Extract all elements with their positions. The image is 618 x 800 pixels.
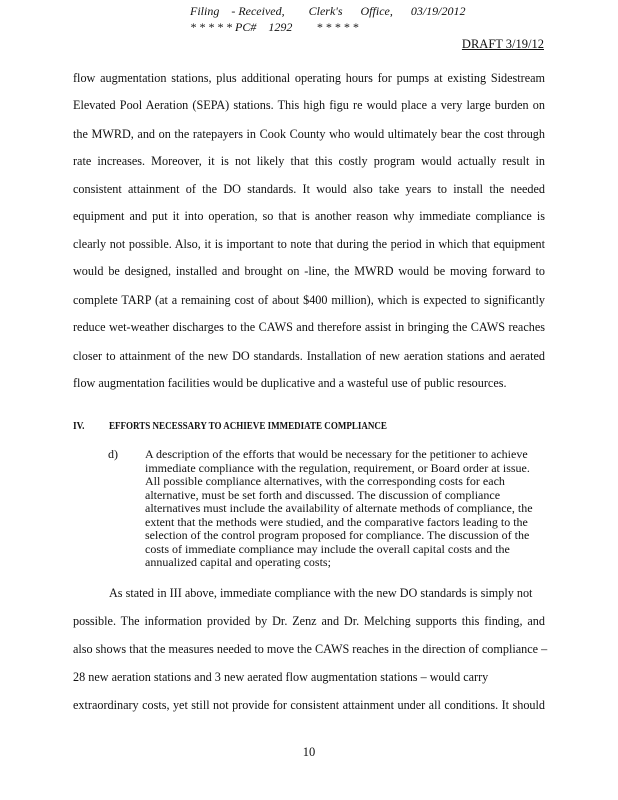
text-line: reduce wet-weather discharges to the CAWS and therefore assist in bringing the CAWS reaches bbox=[73, 320, 545, 334]
text-line: flow augmentation stations, plus additional operating hours for pumps at existing Sidestream bbox=[73, 71, 545, 85]
section-number: IV. bbox=[73, 420, 85, 432]
text-line: clearly not possible. Also, it is important to note that during the period in which that equipment bbox=[73, 237, 545, 251]
text-line: flow augmentation facilities would be duplicative and a wasteful use of public resources. bbox=[73, 376, 507, 390]
text-line: consistent attainment of the DO standards. It would also take years to install the needed bbox=[73, 182, 545, 196]
text-line: possible. The information provided by Dr. Zenz and Dr. Melching supports this finding, and bbox=[73, 614, 545, 628]
text-line: As stated in III above, immediate compliance with the new DO standards is simply not bbox=[109, 586, 533, 600]
text-line: complete TARP (at a remaining cost of about $400 million), which is expected to significantly bbox=[73, 293, 545, 307]
text-line: the MWRD, and on the ratepayers in Cook County who would ultimately bear the cost through bbox=[73, 127, 545, 141]
text-line: 28 new aeration stations and 3 new aerated flow augmentation stations – would carry bbox=[73, 670, 489, 684]
text-line: also shows that the measures needed to move the CAWS reaches in the direction of compliance – bbox=[73, 642, 548, 656]
text-line: closer to attainment of the new DO standards. Installation of new aeration stations and aerated bbox=[73, 349, 545, 363]
section-heading: EFFORTS NECESSARY TO ACHIEVE IMMEDIATE COMPLIANCE bbox=[109, 420, 387, 432]
pc-number-line: * * * * * PC# 1292 * * * * * bbox=[190, 20, 359, 34]
draft-label: DRAFT 3/19/12 bbox=[461, 37, 544, 51]
text-line: Elevated Pool Aeration (SEPA) stations. This high figu re would place a very large burden on bbox=[73, 98, 545, 112]
page-number: 10 bbox=[302, 745, 316, 759]
text-line: rate increases. Moreover, it is not likely that this costly program would actually result in bbox=[73, 154, 545, 168]
regulation-quote: A description of the efforts that would be necessary for the petitioner to achieve immediate compliance with the regulation, requirement, or Board order at issue. All possible compliance alternatives, with the corresponding costs for each alternative, must be set forth and discussed. The discussion of compliance alternatives must include the availability of alternate methods of compliance, the extent that the methods were studied, and the comparative factors leading to the selection of the control program proposed for compliance. The discussion of the costs of immediate compliance may include the overall capital costs and the annualized capital and operating costs; bbox=[145, 447, 533, 569]
text-line: extraordinary costs, yet still not provide for consistent attainment under all conditions. It should bbox=[73, 698, 545, 712]
quote-item-label: d) bbox=[108, 447, 118, 461]
text-line: equipment and put it into operation, so that is another reason why immediate compliance is bbox=[73, 209, 545, 223]
filing-stamp-line: Filing - Received, Clerk's Office, 03/19/2012 bbox=[190, 4, 466, 18]
text-line: would be designed, installed and brought on -line, the MWRD would be moving forward to bbox=[73, 264, 545, 278]
